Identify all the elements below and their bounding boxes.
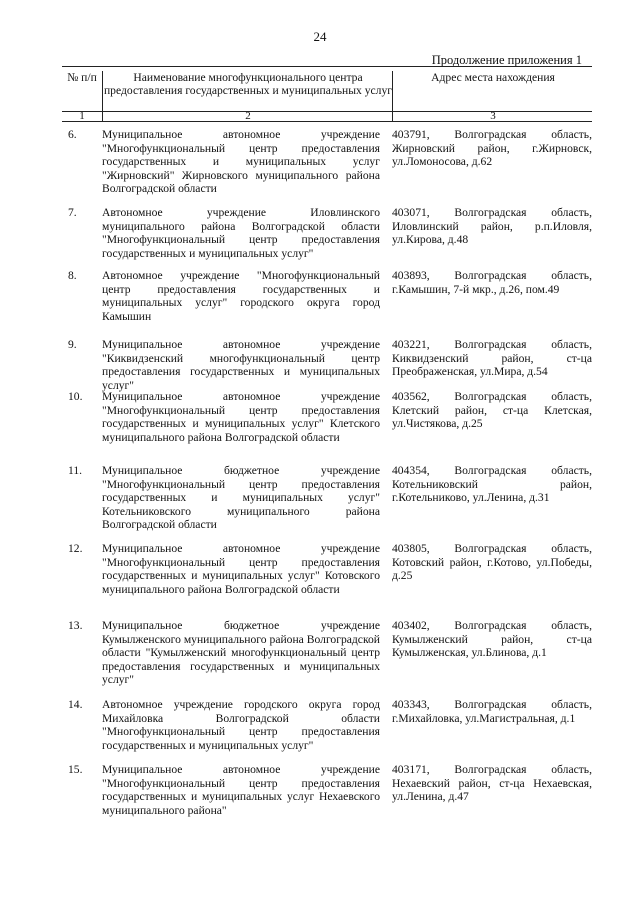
row-name: Автономное учреждение городского округа город Михайловка Волгоградской области "Многофункциональный центр предоставления государственных и муниципальных услуг" [102, 698, 380, 752]
row-number: 15. [68, 763, 83, 776]
header-name: Наименование многофункционального центра предоставления государственных и муниципальных услуг [102, 71, 393, 115]
column-number-1: 1 [79, 110, 85, 122]
row-number: 9. [68, 338, 77, 351]
page-number: 24 [313, 29, 327, 44]
row-name: Автономное учреждение Иловлинского муниципального района Волгоградской области "Многофункциональный центр предоставления государственных и муниципальных услуг" [102, 206, 380, 260]
row-address: 404354, Волгоградская область, Котельниковский район, г.Котельниково, ул.Ленина, д.31 [392, 464, 592, 505]
header-address: Адрес места нахождения [392, 71, 593, 115]
row-name: Муниципальное бюджетное учреждение Кумылженского муниципального района Волгоградской области "Кумылженский многофункциональный центр предоставления государственных и муниципальных услуг" [102, 619, 380, 687]
row-address: 403171, Волгоградская область, Нехаевский район, ст-ца Нехаевская, ул.Ленина, д.47 [392, 763, 592, 804]
row-name: Муниципальное автономное учреждение "Киквидзенский многофункциональный центр предоставления государственных и муниципальных услуг" [102, 338, 380, 392]
header-number: № п/п [67, 71, 97, 84]
row-address: 403071, Волгоградская область, Иловлинский район, р.п.Иловля, ул.Кирова, д.48 [392, 206, 592, 247]
row-name: Муниципальное автономное учреждение "Многофункциональный центр предоставления государственных и муниципальных услуг" Клетского муниципального района Волгоградской области [102, 390, 380, 444]
row-number: 10. [68, 390, 83, 403]
row-address: 403221, Волгоградская область, Киквидзенский район, ст-ца Преображенская, ул.Мира, д.54 [392, 338, 592, 379]
column-number-3: 3 [392, 110, 593, 122]
table-header [62, 66, 592, 122]
row-address: 403893, Волгоградская область, г.Камышин, 7-й мкр., д.26, пом.49 [392, 269, 592, 296]
row-name: Муниципальное автономное учреждение "Многофункциональный центр предоставления государственных и муниципальных услуг" Котовского муниципального района Волгоградской области [102, 542, 380, 596]
row-number: 11. [68, 464, 83, 477]
row-name: Автономное учреждение "Многофункциональный центр предоставления государственных и муниципальных услуг" городского округа город Камышин [102, 269, 380, 323]
column-number-2: 2 [102, 110, 393, 122]
row-number: 13. [68, 619, 83, 632]
row-name: Муниципальное автономное учреждение "Многофункциональный центр предоставления государственных и муниципальных услуг Нехаевского муниципального района" [102, 763, 380, 817]
row-address: 403562, Волгоградская область, Клетский район, ст-ца Клетская, ул.Чистякова, д.25 [392, 390, 592, 431]
row-address: 403791, Волгоградская область, Жирновский район, г.Жирновск, ул.Ломоносова, д.62 [392, 128, 592, 169]
mfc-table [62, 66, 592, 817]
column-numbers [62, 111, 592, 122]
continuation-label: Продолжение приложения 1 [431, 53, 582, 67]
row-name: Муниципальное автономное учреждение "Многофункциональный центр предоставления государственных и муниципальных услуг "Жирновский" Жирновского муниципального района Волгоградской области [102, 128, 380, 196]
row-number: 14. [68, 698, 83, 711]
row-name: Муниципальное бюджетное учреждение "Многофункциональный центр предоставления государственных и муниципальных услуг" Котельниковского муниципального района Волгоградской области [102, 464, 380, 532]
row-number: 12. [68, 542, 83, 555]
row-number: 6. [68, 128, 77, 141]
row-address: 403343, Волгоградская область, г.Михайловка, ул.Магистральная, д.1 [392, 698, 592, 725]
row-number: 8. [68, 269, 77, 282]
row-address: 403805, Волгоградская область, Котовский район, г.Котово, ул.Победы, д.25 [392, 542, 592, 583]
row-address: 403402, Волгоградская область, Кумылженский район, ст-ца Кумылженская, ул.Блинова, д.1 [392, 619, 592, 660]
row-number: 7. [68, 206, 77, 219]
